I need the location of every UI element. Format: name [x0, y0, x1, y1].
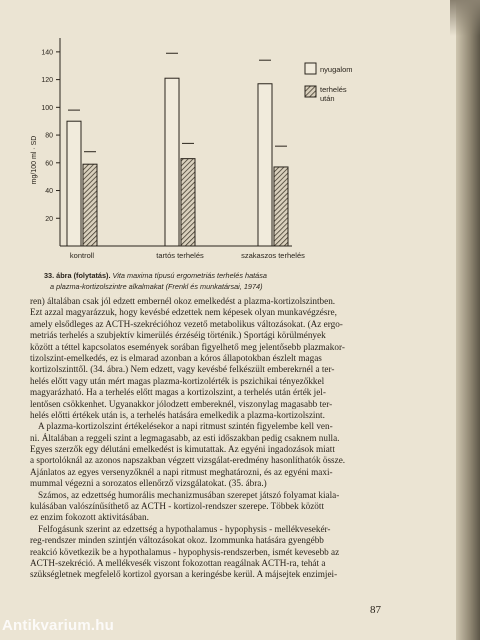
figure-caption: [44, 270, 340, 292]
body-line: Ajánlatos az egyes versenyzőknél a napi ritmust meghatározni, és az egyéni maxi-: [30, 466, 333, 477]
y-tick-label: 40: [45, 188, 53, 196]
legend-label-nyugalom: nyugalom: [320, 65, 353, 74]
body-line: Egyes szerzők egy délutáni emelkedést is kimutattak. Az egyéni ingadozások miatt: [30, 444, 335, 455]
bar-terheles-utan: [181, 159, 195, 246]
page-number: 87: [370, 604, 381, 616]
watermark-logo: Antikvarium.hu: [2, 617, 114, 634]
y-axis-ticks: [41, 49, 60, 222]
body-line: kulásában valószínűsíthető az ACTH - kortizol-rendszer szerepe. Többek között: [30, 501, 324, 512]
bar-nyugalom: [258, 84, 272, 246]
y-tick-label: 120: [41, 77, 53, 85]
chart-bars: [67, 78, 288, 246]
caption-text-line2: a plazma-kortizolszintre alkalmakat (Frenkl és munkatársai, 1974): [50, 282, 263, 291]
body-line: között a téttel kapcsolatos események sorában figyelhető meg jelentősebb plazmakor-: [30, 341, 345, 352]
legend-swatch-nyugalom: [305, 63, 316, 74]
y-axis-label: mg/100 ml · SD: [31, 135, 38, 185]
body-line: metriás terhelés a szubjektív kimerülés érzéséig történik.) Sportági körülmények: [30, 330, 326, 341]
book-binding-shadow: [450, 0, 480, 36]
body-line: ren) általában csak jól edzett embernél okoz emelkedést a plazma-kortizolszintben.: [30, 296, 336, 306]
body-line: helés előtti értékek után is, a terhelés hatására emelkedik a plazma-kortizolszint.: [30, 409, 325, 420]
body-line: ACTH-szekréció. A mellékvesék viszont fokozottan reagálnak ACTH-ra, tehát a: [30, 557, 326, 568]
body-line: reg-rendszer minden szintjén változásokat okoz. Izommunka hatására gyengébb: [30, 535, 324, 546]
body-line: amely elsődleges az ACTH-szekrécióhoz vezető metabolikus változásokat. (Az ergo-: [30, 318, 343, 329]
body-text: [30, 296, 360, 581]
y-tick-label: 100: [41, 104, 53, 112]
body-line: magyarázható. Ha a terhelés előtt magas a kortizolszint, a terhelés után érték jel-: [30, 387, 326, 398]
y-tick-label: 60: [45, 160, 53, 168]
body-line: Ezt azzal magyarázzuk, hogy kevésbé edzettek nem képesek olyan munkavégzésre,: [30, 307, 337, 318]
body-line: tizolszint-emelkedés, ez is elmarad azonban a kóros állapotokban észlelt magas: [30, 352, 322, 363]
legend-label-terheles-line2: után: [320, 94, 335, 103]
caption-text-line1: Vita maxima típusú ergometriás terhelés hatása: [112, 271, 267, 280]
legend-label-terheles-line1: terhelés: [320, 85, 347, 94]
body-line: ez enzim fokozott aktivitásában.: [30, 512, 149, 523]
caption-label: 33. ábra (folytatás).: [44, 271, 111, 280]
y-tick-label: 140: [41, 49, 53, 57]
legend-swatch-terheles-utan: [305, 86, 316, 97]
cortisol-bar-chart: [0, 0, 456, 268]
body-line: lentősen csökkenhet. Ugyanakkor jólodzett embereknél, viszonylag magasabb ter-: [30, 398, 333, 409]
body-line: A plazma-kortizolszint értékelésekor a napi ritmust szintén figyelembe kell ven-: [38, 421, 333, 432]
body-line: szükségletnek megfelelő kortizol gyorsan a keringésbe kerül. A májsejtek enzimjei-: [30, 569, 338, 580]
bar-terheles-utan: [83, 164, 97, 246]
x-axis-categories: [70, 251, 305, 260]
bar-nyugalom: [67, 121, 81, 246]
body-line: helés előtt vagy után mért magas plazma-kortizolérték is pszichikai tényezőkkel: [30, 375, 325, 386]
body-line: mummal végezni a sorozatos ellenőrző vizsgálatokat. (35. ábra.): [30, 478, 267, 489]
bar-terheles-utan: [274, 167, 288, 246]
body-line: reakció következik be a hypothalamus - hypophysis-rendszerben, ismét kevesebb az: [30, 546, 340, 557]
x-category-label: tartós terhelés: [156, 251, 204, 260]
x-category-label: kontroll: [69, 251, 95, 260]
book-binding: [456, 0, 480, 640]
body-line: Számos, az edzettség humorális mechanizmusában szerepet játszó folyamat kiala-: [38, 489, 340, 500]
y-tick-label: 80: [45, 132, 53, 140]
body-line: Felfogásunk szerint az edzettség a hypothalamus - hypophysis - mellékvesekér-: [38, 523, 331, 534]
body-line: kortizolszinttől. (34. ábra.) Nem edzett, vagy kevésbé felkészült emberekrnél a ter-: [30, 364, 335, 375]
body-line: a sportolóknál az azonos napszakban végzett vizsgálat-eredmény hasonlíthatók össze.: [30, 455, 346, 466]
bar-nyugalom: [165, 78, 179, 246]
chart-legend: [305, 63, 353, 103]
body-line: ni. Általában a reggeli szint a legmagasabb, az esti időszakban pedig csaknem nulla.: [30, 432, 340, 443]
x-category-label: szakaszos terhelés: [241, 251, 305, 260]
y-tick-label: 20: [45, 215, 53, 223]
